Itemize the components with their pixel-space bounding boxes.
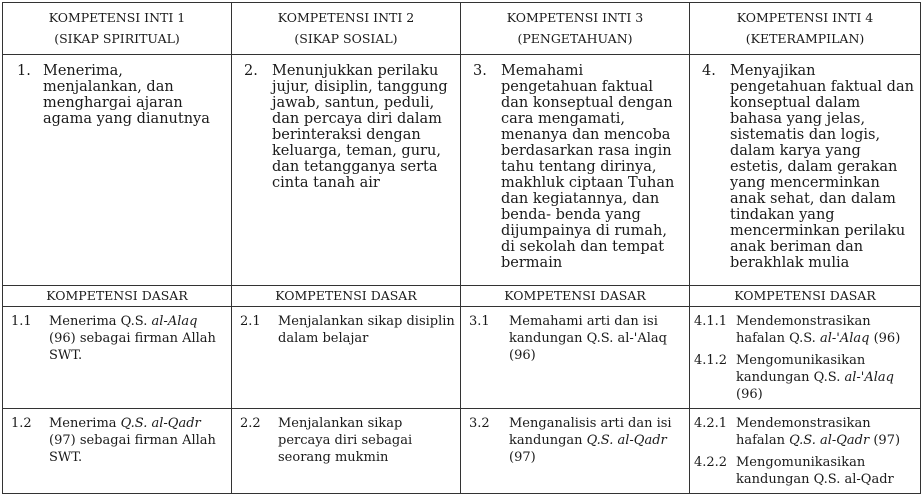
kd-3-2: 3.2 Menganalisis arti dan isi kandungan Q.S. al-Qadr (97) (461, 409, 690, 494)
header-row (3, 3, 921, 55)
kd-2-2: 2.2 Menjalankan sikap percaya diri sebagai seorang mukmin (232, 409, 461, 494)
kd-4-2: 4.2.1 Mendemonstrasikan hafalan Q.S. al-Qadr (97) 4.2.2 Mengomunikasikan kandungan Q.S. al-Qadr (690, 409, 921, 494)
kd-row-1 (3, 307, 921, 409)
kd-header-2: KOMPETENSI DASAR (232, 286, 461, 307)
header-ki3: KOMPETENSI INTI 3 (PENGETAHUAN) (461, 3, 690, 55)
header-ki1: KOMPETENSI INTI 1 (SIKAP SPIRITUAL) (3, 3, 232, 55)
ki4-cell: 4. Menyajikan pengetahuan faktual dan konseptual dalam bahasa yang jelas, sistematis dan logis, dalam karya yang estetis, dalam gerakan yang mencerminkan anak sehat, dan dalam tindakan yang mencerminkan perilaku anak beriman dan berakhlak mulia (690, 55, 921, 286)
kd-header-3: KOMPETENSI DASAR (461, 286, 690, 307)
kompetensi-table (2, 2, 921, 494)
kd-4-1: 4.1.1 Mendemonstrasikan hafalan Q.S. al-'Alaq (96) 4.1.2 Mengomunikasikan kandungan Q.S. al-'Alaq (96) (690, 307, 921, 409)
header-ki2: KOMPETENSI INTI 2 (SIKAP SOSIAL) (232, 3, 461, 55)
ki-row (3, 55, 921, 286)
kd-2-1: 2.1 Menjalankan sikap disiplin dalam belajar (232, 307, 461, 409)
kd-header-4: KOMPETENSI DASAR (690, 286, 921, 307)
ki2-cell: 2. Menunjukkan perilaku jujur, disiplin, tanggung jawab, santun, peduli, dan percaya diri dalam berinteraksi dengan keluarga, teman, guru, dan tetangganya serta cinta tanah air (232, 55, 461, 286)
kd-row-2 (3, 409, 921, 494)
kd-3-1: 3.1 Memahami arti dan isi kandungan Q.S. al-'Alaq (96) (461, 307, 690, 409)
kd-header-row (3, 286, 921, 307)
kd-1-1: 1.1 Menerima Q.S. al-Alaq (96) sebagai firman Allah SWT. (3, 307, 232, 409)
kd-header-1: KOMPETENSI DASAR (3, 286, 232, 307)
header-ki4: KOMPETENSI INTI 4 (KETERAMPILAN) (690, 3, 921, 55)
ki1-cell: 1. Menerima, menjalankan, dan menghargai ajaran agama yang dianutnya (3, 55, 232, 286)
kd-1-2: 1.2 Menerima Q.S. al-Qadr (97) sebagai firman Allah SWT. (3, 409, 232, 494)
ki3-cell: 3. Memahami pengetahuan faktual dan konseptual dengan cara mengamati, menanya dan mencoba berdasarkan rasa ingin tahu tentang dirinya, makhluk ciptaan Tuhan dan kegiatannya, dan benda- benda yang dijumpainya di rumah, di sekolah dan tempat bermain (461, 55, 690, 286)
